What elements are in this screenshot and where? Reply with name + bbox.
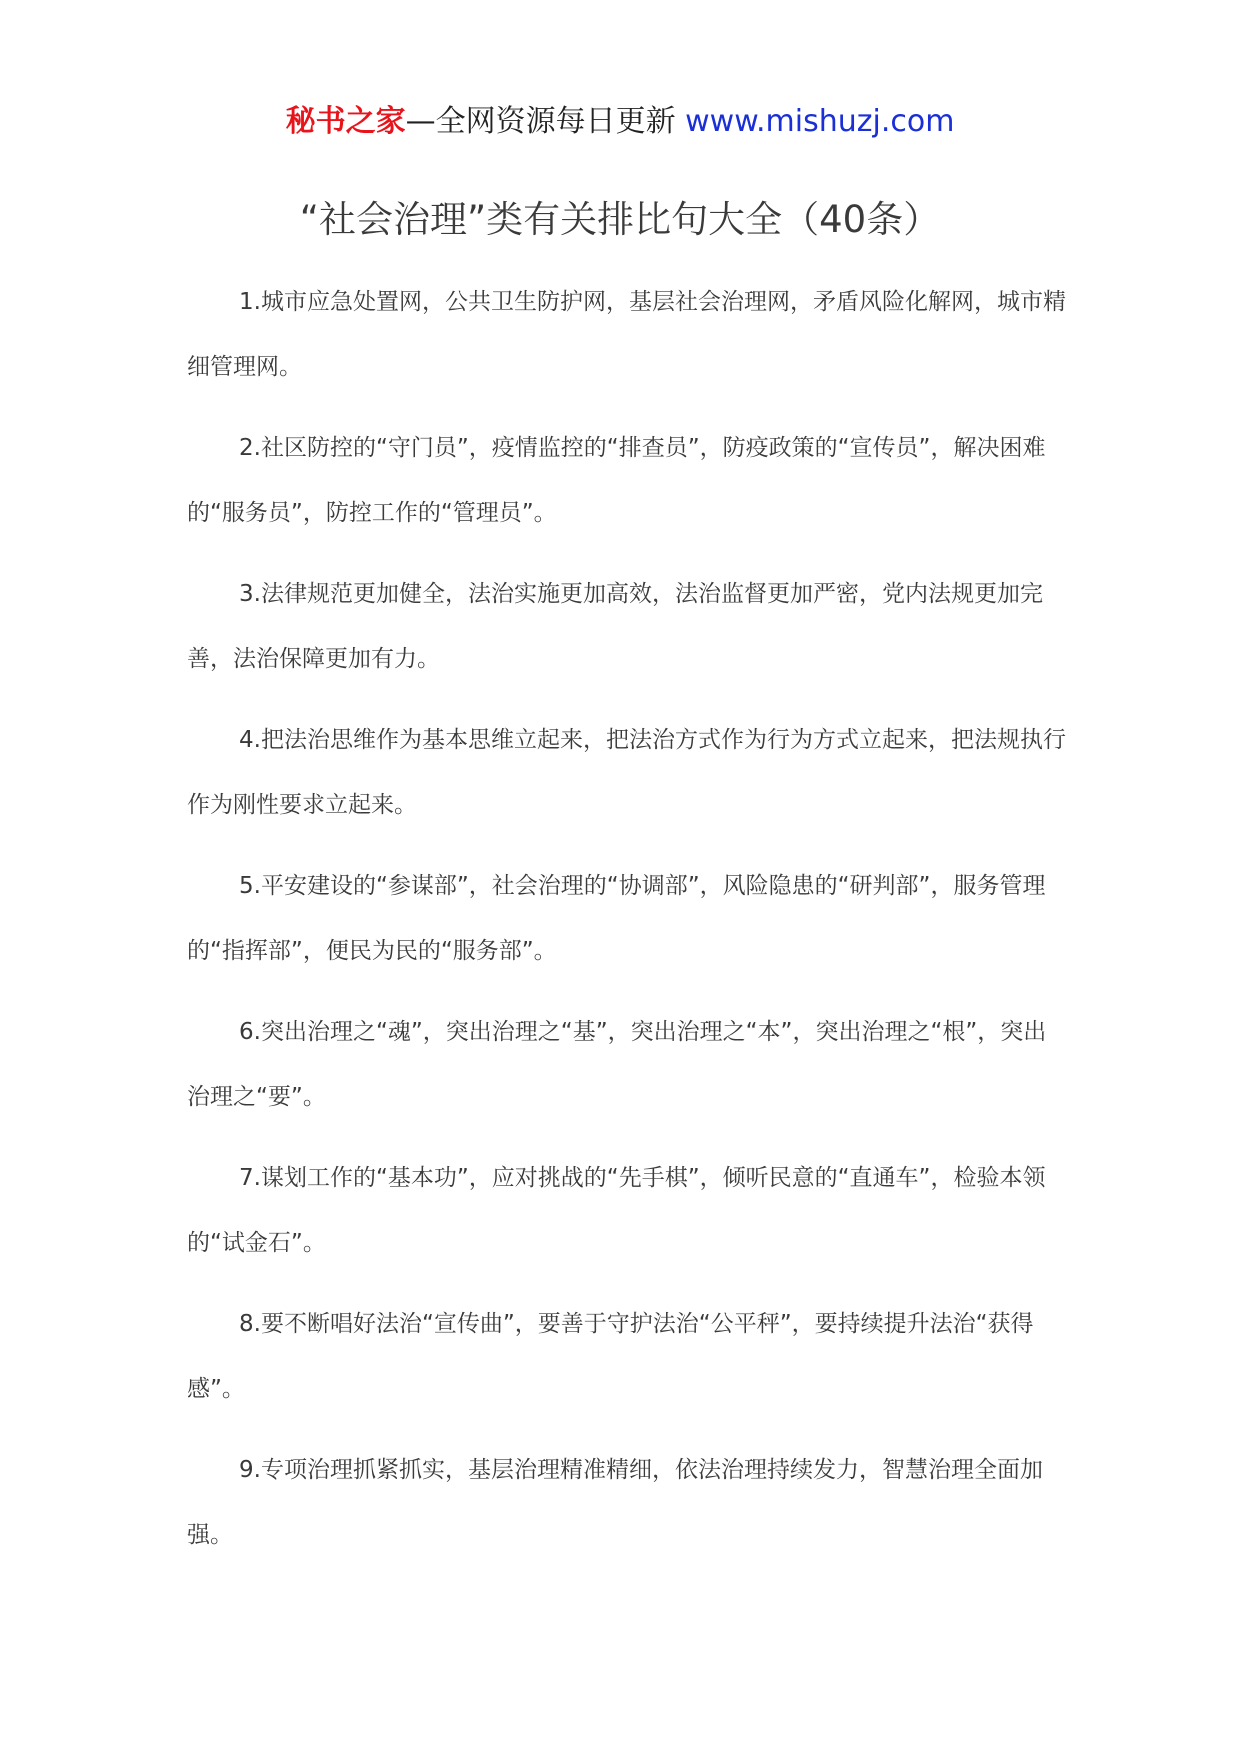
site-header	[0, 100, 1240, 144]
list-item: 8.要不断唱好法治“宣传曲”，要善于守护法治“公平秤”，要持续提升法治“获得感”。	[187, 1311, 1034, 1402]
list-item: 2.社区防控的“守门员”，疫情监控的“排查员”，防疫政策的“宣传员”，解决困难的“服务员”，防控工作的“管理员”。	[187, 435, 1046, 526]
item-list	[187, 270, 1067, 1584]
list-item: 4.把法治思维作为基本思维立起来，把法治方式作为行为方式立起来，把法规执行作为刚性要求立起来。	[187, 727, 1066, 818]
list-item: 5.平安建设的“参谋部”，社会治理的“协调部”，风险隐患的“研判部”，服务管理的“指挥部”，便民为民的“服务部”。	[187, 873, 1046, 964]
list-item: 7.谋划工作的“基本功”，应对挑战的“先手棋”，倾听民意的“直通车”，检验本领的“试金石”。	[187, 1165, 1046, 1256]
site-tagline: —全网资源每日更新	[405, 104, 686, 139]
list-item: 9.专项治理抓紧抓实，基层治理精准精细，依法治理持续发力，智慧治理全面加强。	[187, 1457, 1043, 1548]
list-item: 6.突出治理之“魂”，突出治理之“基”，突出治理之“本”，突出治理之“根”，突出治理之“要”。	[187, 1019, 1047, 1110]
list-item: 3.法律规范更加健全，法治实施更加高效，法治监督更加严密，党内法规更加完善，法治保障更加有力。	[187, 581, 1043, 672]
brand-name: 秘书之家	[285, 104, 406, 139]
list-item: 1.城市应急处置网，公共卫生防护网，基层社会治理网，矛盾风险化解网，城市精细管理网。	[187, 289, 1066, 380]
document-title: “社会治理”类有关排比句大全（40条）	[299, 198, 941, 241]
site-url-link[interactable]: www.mishuzj.com	[685, 104, 955, 139]
